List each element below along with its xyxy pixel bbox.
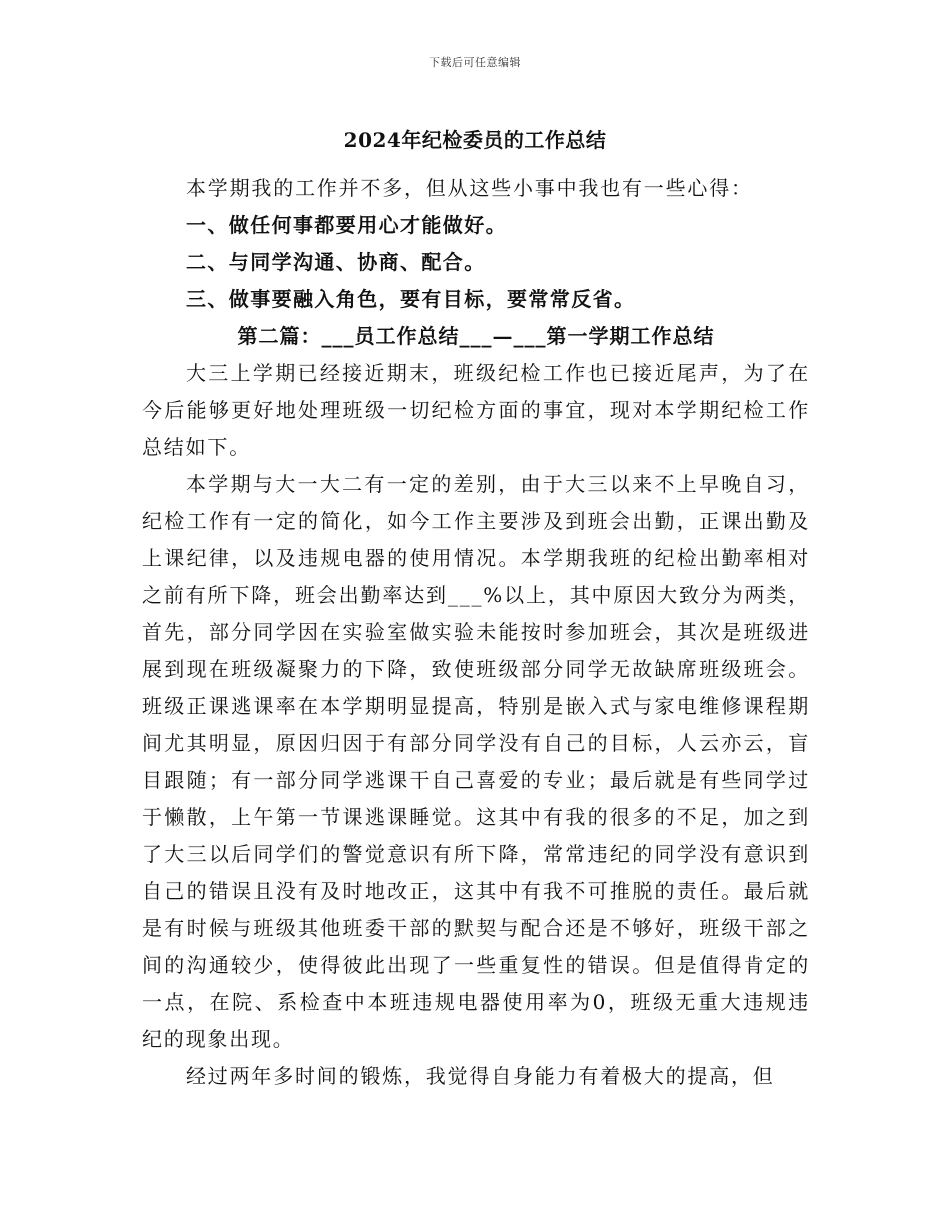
paragraph-2: 本学期与大一大二有一定的差别，由于大三以来不上早晚自习，纪检工作有一定的简化，如今工作主要涉及到班会出勤，正课出勤及上课纪律，以及违规电器的使用情况。本学期我班的纪检出勤率相对之前有所下降，班会出勤率达到___%以上，其中原因大致分为两类，首先，部分同学因在实验室做实验未能按时参加班会，其次是班级进展到现在班级凝聚力的下降，致使班级部分同学无故缺席班级班会。班级正课逃课率在本学期明显提高，特别是嵌入式与家电维修课程期间尤其明显，原因归因于有部分同学没有自己的目标，人云亦云，盲目跟随；有一部分同学逃课干自己喜爱的专业；最后就是有些同学过于懒散，上午第一节课逃课睡觉。这其中有我的很多的不足，加之到了大三以后同学们的警觉意识有所下降，常常违纪的同学没有意识到自己的错误且没有及时地改正，这其中有我不可推脱的责任。最后就是有时候与班级其他班委干部的默契与配合还是不够好，班级干部之间的沟通较少，使得彼此出现了一些重复性的错误。但是值得肯定的一点，在院、系检查中本班违规电器使用率为0，班级无重大违规违纪的现象出现。 [142, 472, 810, 1051]
point-1: 一、做任何事都要用心才能做好。 [186, 213, 507, 237]
point-2: 二、与同学沟通、协商、配合。 [186, 250, 486, 274]
paragraph-3: 经过两年多时间的锻炼，我觉得自身能力有着极大的提高，但 [186, 1064, 775, 1088]
paragraph-1: 大三上学期已经接近期末，班级纪检工作也已接近尾声，为了在今后能够更好地处理班级一切纪检方面的事宜，现对本学期纪检工作总结如下。 [142, 361, 810, 459]
document-title: 2024年纪检委员的工作总结 [343, 128, 607, 152]
point-3: 三、做事要融入角色，要有目标，要常常反省。 [186, 287, 636, 311]
header-note: 下载后可任意编辑 [429, 56, 521, 69]
section-2-title: 第二篇：___员工作总结___—___第一学期工作总结 [237, 324, 715, 348]
intro-paragraph: 本学期我的工作并不多，但从这些小事中我也有一些心得： [186, 176, 753, 200]
document-body [142, 170, 810, 1095]
